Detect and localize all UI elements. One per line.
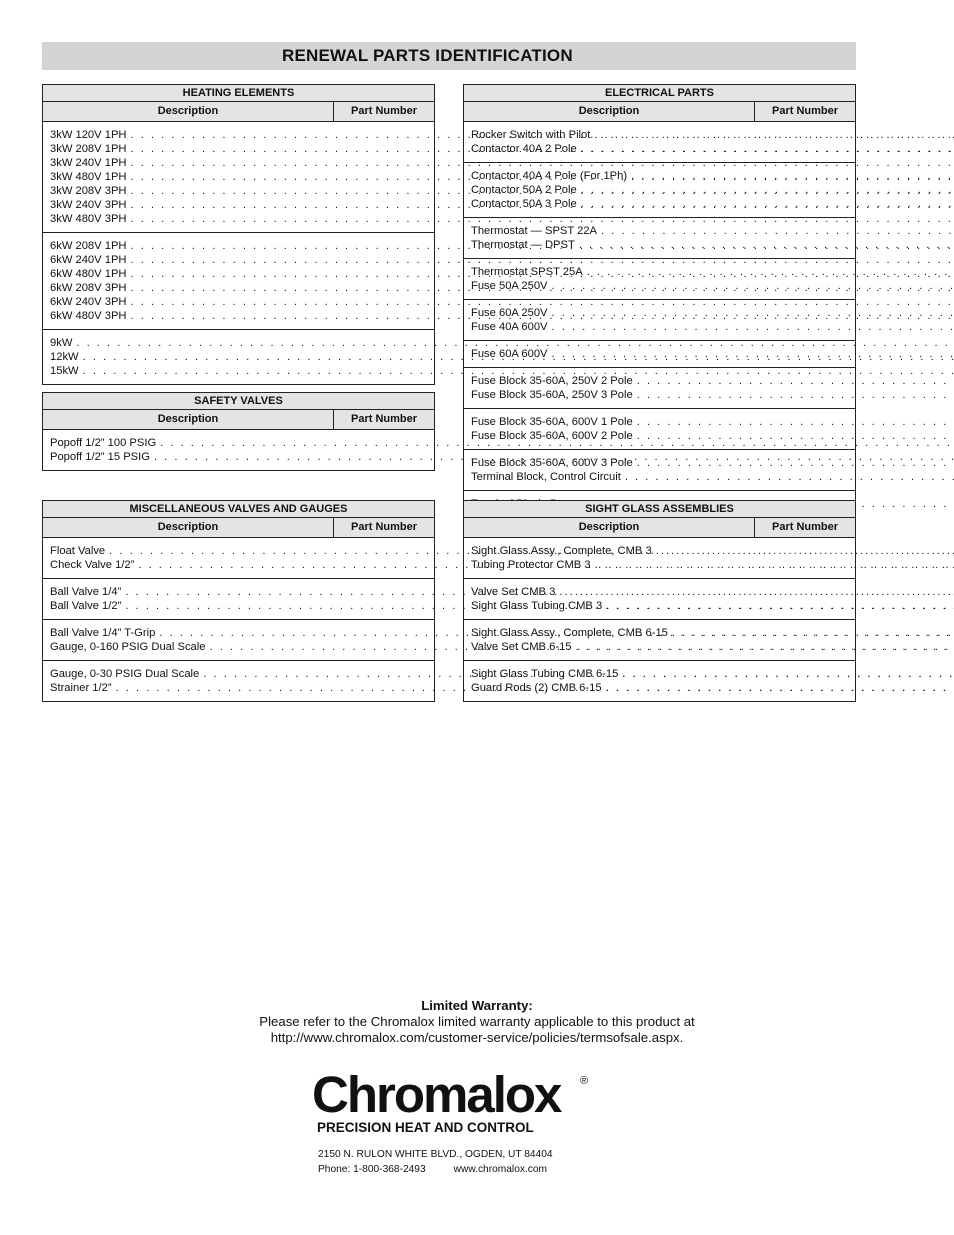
part-description-text: Contactor 50A 3 Pole [471,198,577,210]
description-column [464,218,954,258]
description-column [464,122,954,162]
part-description-text: 6kW 208V 1PH [50,240,127,252]
table-row-group [464,341,855,368]
leader-dots [581,142,954,156]
misc-valves-gauges-table [42,500,435,702]
table-row-group [464,259,855,300]
leader-dots [637,415,954,429]
leader-dots [587,265,954,279]
part-description-text: Fuse Block 35-60A, 600V 3 Pole [471,457,633,469]
part-description [471,681,954,695]
part-description-text: Sight Glass Tubing CMB 3 [471,600,603,612]
part-description-text: Contactor 40A 2 Pole [471,143,577,155]
table-header-row [43,102,434,122]
leader-dots [637,388,954,402]
table-header-row [43,410,434,430]
part-description-text: Gauge, 0-30 PSIG Dual Scale [50,668,200,680]
description-column [464,620,954,660]
company-address: 2150 N. RULON WHITE BLVD., OGDEN, UT 84404 [318,1149,553,1160]
description-column [464,450,954,490]
part-description-text: 3kW 480V 1PH [50,171,127,183]
table-title: HEATING ELEMENTS [43,85,434,102]
leader-dots [672,626,954,640]
table-header-row [464,518,855,538]
part-description [471,599,954,613]
part-description-text: Ball Valve 1/4” [50,586,122,598]
part-description-text: Fuse 40A 600V [471,321,548,333]
part-description-text: Fuse Block 35-60A, 250V 3 Pole [471,389,633,401]
part-description [471,558,954,572]
part-description-text: 3kW 120V 1PH [50,129,127,141]
leader-dots [656,544,954,558]
part-description-text: 3kW 480V 3PH [50,213,127,225]
part-description-text: Gauge, 0-160 PSIG Dual Scale [50,641,206,653]
company-website: www.chromalox.com [453,1164,548,1175]
description-column [464,259,954,299]
part-description-text: Rocker Switch with Pilot [471,129,591,141]
description-header: Description [157,521,219,533]
part-description-text: 3kW 208V 1PH [50,143,127,155]
table-row-group [464,538,855,579]
leader-dots [637,374,954,388]
leader-dots [625,470,954,484]
part-description-text: Fuse 50A 250V [471,280,548,292]
table-row-group [43,330,434,384]
part-description-text: Popoff 1/2” 15 PSIG [50,451,150,463]
part-description-text: 6kW 208V 3PH [50,282,127,294]
description-column [464,368,954,408]
leader-dots [622,667,954,681]
leader-dots [576,640,954,654]
table-header-row [464,102,855,122]
part-description-text: Contactor 50A 2 Pole [471,184,577,196]
part-description-text: 3kW 240V 3PH [50,199,127,211]
leader-dots [595,558,954,572]
part-description [471,585,954,599]
part-description-text: Fuse 60A 600V [471,348,548,360]
part-description [471,128,954,142]
part-number-header: Part Number [333,410,434,429]
description-header: Description [578,521,640,533]
description-header: Description [157,105,219,117]
part-description-text: Sight Glass Assy., Complete, CMB 6-15 [471,627,668,639]
leader-dots [581,197,954,211]
part-description-text: Thermostat — SPST 22A [471,225,598,237]
brand-tagline: PRECISION HEAT AND CONTROL [317,1120,534,1135]
part-description-text: Fuse Block 35-60A, 600V 1 Pole [471,416,633,428]
leader-dots [579,238,954,252]
leader-dots [552,347,954,361]
leader-dots [552,306,954,320]
table-row-group [464,450,855,491]
table-row-group [43,233,434,330]
part-description [471,320,954,334]
table-row-group [464,409,855,450]
part-description-text: Thermostat — DPST [471,239,575,251]
part-description-text: Contactor 40A 4 Pole (For 1Ph) [471,170,628,182]
part-description-text: Strainer 1/2” [50,682,112,694]
part-description [471,238,954,252]
leader-dots [552,279,954,293]
part-description [471,197,954,211]
leader-dots [631,169,954,183]
part-description [471,183,954,197]
leader-dots [552,320,954,334]
leader-dots [606,681,954,695]
warranty-block [200,998,754,1046]
part-description [471,640,954,654]
part-description [471,224,954,238]
table-row-group [43,122,434,233]
part-description [471,415,954,429]
brand-logo: Chromalox [312,1066,561,1123]
table-row-group [464,368,855,409]
part-number-header: Part Number [333,518,434,537]
description-header: Description [157,413,219,425]
page-title-banner [42,42,856,70]
part-description-text: 3kW 208V 3PH [50,185,127,197]
part-description-text: 3kW 240V 1PH [50,157,127,169]
table-row-group [43,620,434,661]
table-row-group [464,163,855,218]
part-description-text: Fuse 60A 250V [471,307,548,319]
part-description-text: Ball Valve 1/4” T-Grip [50,627,156,639]
description-header: Description [578,105,640,117]
part-number-header: Part Number [754,102,855,121]
part-description-text: Guard Rods (2) CMB 6-15 [471,682,602,694]
description-column [464,163,954,217]
table-row-group [464,122,855,163]
registered-mark: ® [580,1075,589,1087]
company-phone: Phone: 1-800-368-2493 [318,1164,426,1175]
part-description [471,142,954,156]
part-description-text: Check Valve 1/2” [50,559,135,571]
part-description-text: Valve Set CMB 3 [471,586,556,598]
table-row-group [43,579,434,620]
leader-dots [606,599,954,613]
part-description-text: Ball Valve 1/2” [50,600,122,612]
table-row-group [43,430,434,470]
part-description [471,626,954,640]
part-description-text: Popoff 1/2” 100 PSIG [50,437,157,449]
table-row-group [43,661,434,701]
part-description-text: 15kW [50,365,79,377]
part-description-text: 6kW 480V 1PH [50,268,127,280]
table-row-group [43,538,434,579]
part-description [471,374,954,388]
part-description-text: 6kW 240V 3PH [50,296,127,308]
electrical-parts-table [463,84,856,518]
leader-dots [594,128,954,142]
company-address-block [312,1147,592,1177]
part-description [471,470,954,484]
part-description [471,429,954,443]
part-description-text: 12kW [50,351,79,363]
heating-elements-table [42,84,435,385]
description-column [464,341,954,367]
part-description-text: 6kW 240V 1PH [50,254,127,266]
part-description-text: Float Valve [50,545,106,557]
leader-dots [581,183,954,197]
description-column [464,538,954,578]
sight-glass-table [463,500,856,702]
part-description-text: Terminal Block, Control Circuit [471,471,621,483]
part-description [471,279,954,293]
part-description-text: Sight Glass Tubing CMB 6-15 [471,668,619,680]
description-column [464,579,954,619]
description-column [464,300,954,340]
page-title: RENEWAL PARTS IDENTIFICATION [282,46,573,65]
part-description [471,388,954,402]
part-description-text: 6kW 480V 3PH [50,310,127,322]
part-description [471,306,954,320]
part-description-text: Fuse Block 35-60A, 600V 2 Pole [471,430,633,442]
part-description [471,265,954,279]
warranty-url: http://www.chromalox.com/customer-service/policies/termsofsale.aspx. [270,1030,684,1045]
table-header-row [43,518,434,538]
part-description-text: Thermostat SPST 25A [471,266,583,278]
table-row-group [464,218,855,259]
table-title: SAFETY VALVES [43,393,434,410]
part-description [471,347,954,361]
description-column [464,409,954,449]
part-description-text: 9kW [50,337,73,349]
description-column [464,661,954,701]
table-row-group [464,579,855,620]
table-title: SIGHT GLASS ASSEMBLIES [464,501,855,518]
part-number-header: Part Number [333,102,434,121]
part-number-header: Part Number [754,518,855,537]
part-description [471,169,954,183]
part-description-text: Valve Set CMB 6-15 [471,641,572,653]
table-title: MISCELLANEOUS VALVES AND GAUGES [43,501,434,518]
part-description [471,667,954,681]
part-description [471,544,954,558]
leader-dots [559,585,954,599]
table-row-group [464,300,855,341]
table-row-group [464,620,855,661]
warranty-title: Limited Warranty: [421,998,533,1013]
part-description-text: Sight Glass Assy., Complete, CMB 3 [471,545,652,557]
chromalox-logo-block [312,1066,592,1177]
part-description-text: Fuse Block 35-60A, 250V 2 Pole [471,375,633,387]
part-description [471,456,954,470]
part-description-text: Tubing Protector CMB 3 [471,559,591,571]
safety-valves-table [42,392,435,471]
leader-dots [637,456,954,470]
table-row-group [464,661,855,701]
leader-dots [601,224,954,238]
table-title: ELECTRICAL PARTS [464,85,855,102]
leader-dots [637,429,954,443]
warranty-text: Please refer to the Chromalox limited warranty applicable to this product at [259,1014,695,1029]
